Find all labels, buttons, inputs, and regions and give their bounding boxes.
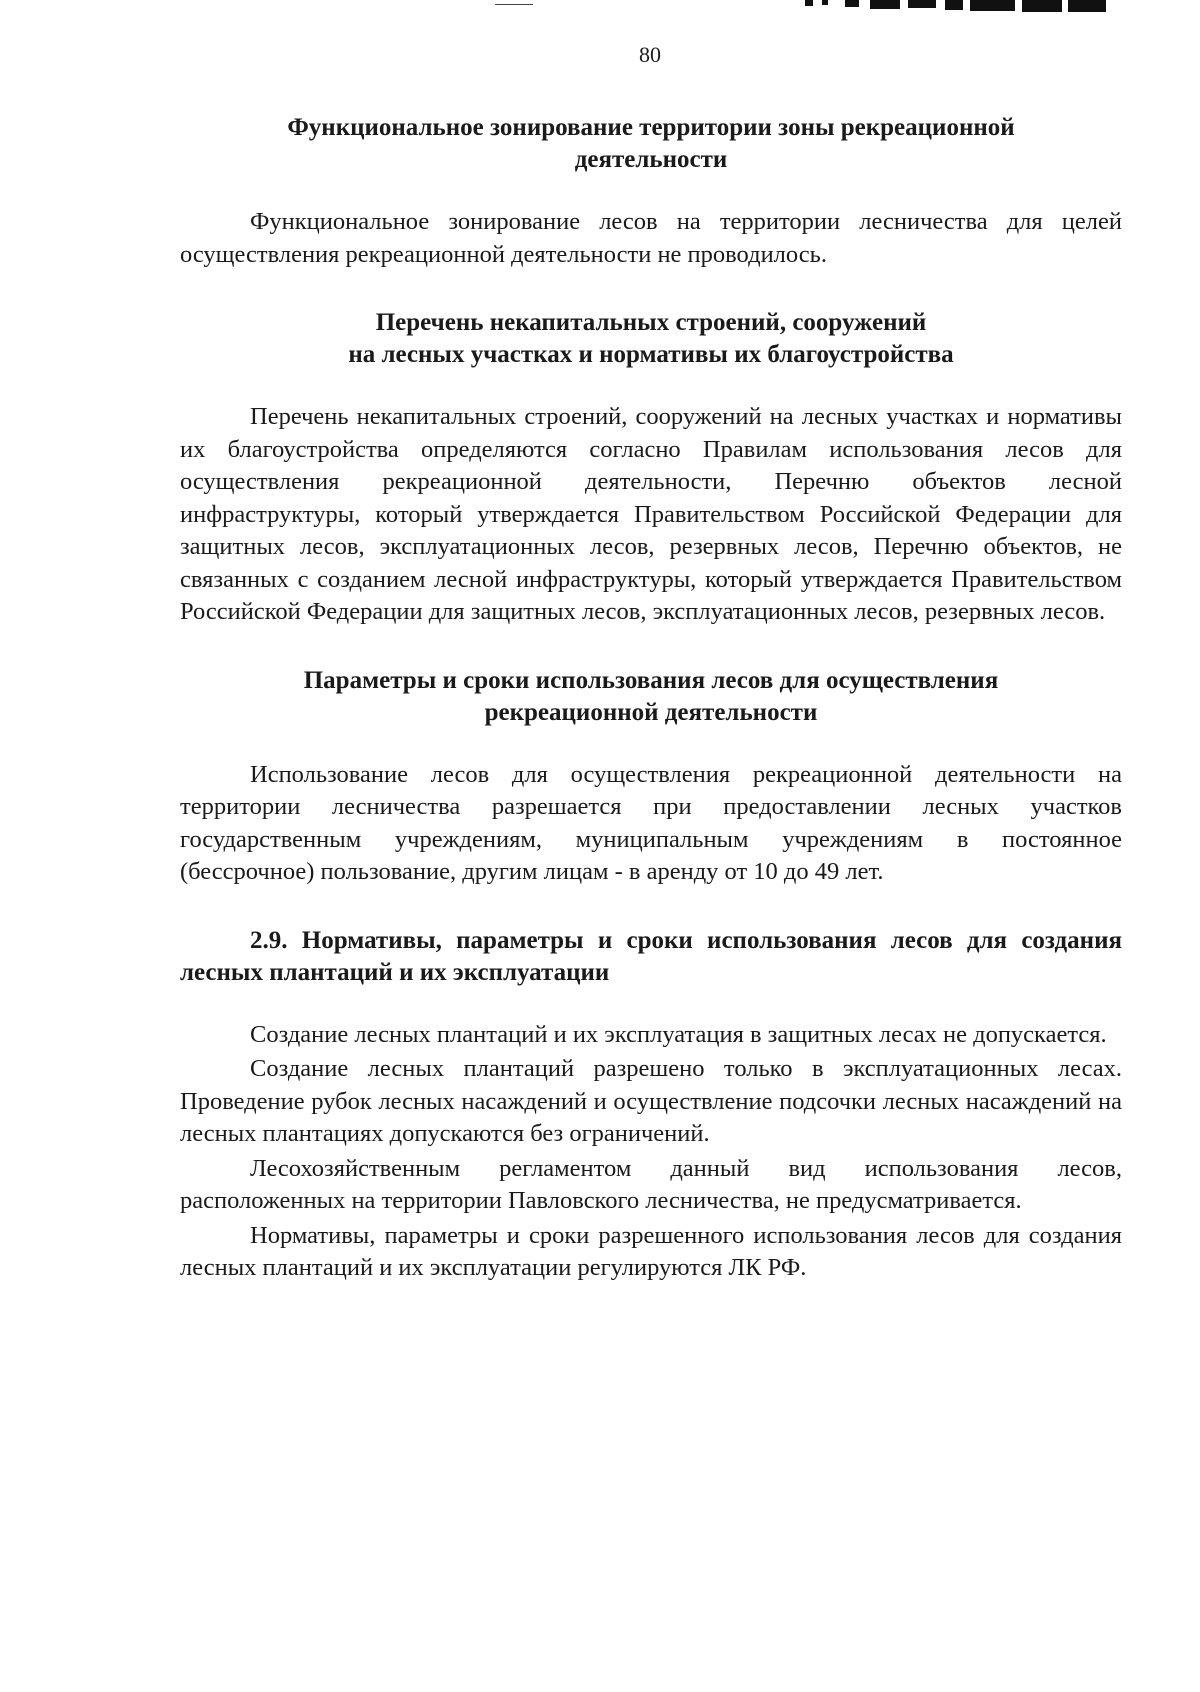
scan-artifact-mark [805,0,813,6]
paragraph: Использование лесов для осуществления рекреационной деятельности на территории лесничества разрешается при предоставлении лесных участков государственным учреждениям, муниципальным учреждениям в постоянное (бессрочное) пользование, другим лицам - в аренду от 10 до 49 лет. [180,760,1122,885]
paragraph: Создание лесных плантаций и их эксплуатация в защитных лесах не допускается. [250,1020,1107,1048]
heading-line: Параметры и сроки использования лесов для осуществления [303,666,999,694]
heading-line: Функциональное зонирование территории зоны рекреационной [287,114,1015,141]
scan-artifact-mark [870,0,900,9]
heading-line: Перечень некапитальных строений, сооружений [375,309,927,336]
section-2-9-forest-plantations [180,925,1122,1285]
scan-artifact-mark [908,0,936,8]
document-body [180,112,1122,1285]
scan-artifact-mark [1022,0,1062,12]
section-heading [180,665,1122,729]
page-number: 80 [639,42,661,67]
paragraph: Лесохозяйственным регламентом данный вид использования лесов, расположенных на территории Павловского лесничества, не предусматривается. [180,1154,1122,1214]
heading-line: рекреационной деятельности [484,698,818,726]
scan-artifact-mark [822,0,828,5]
paragraph: Создание лесных плантаций разрешено только в эксплуатационных лесах. Проведение рубок лесных насаждений и осуществление подсочки лесных насаждений на лесных плантациях допускаются без ограничений. [180,1055,1122,1147]
section-non-capital-structures [180,307,1122,629]
paragraph: Функциональное зонирование лесов на территории лесничества для целей осуществления рекреационной деятельности не проводилось. [180,208,1122,268]
section-heading [180,112,1122,176]
heading-line: на лесных участках и нормативы их благоустройства [348,341,954,368]
section-functional-zoning [180,112,1122,271]
heading-line: деятельности [574,146,728,173]
section-parameters-and-terms [180,665,1122,889]
section-heading [180,307,1122,371]
scan-artifact-line [495,4,533,5]
scan-artifact-mark [845,0,859,7]
scan-artifact-mark [970,0,1015,11]
paragraph: Нормативы, параметры и сроки разрешенного использования лесов для создания лесных плантаций и их эксплуатации регулируются ЛК РФ. [180,1221,1122,1281]
scan-artifact-mark [1068,0,1106,12]
section-heading: 2.9. Нормативы, параметры и сроки использования лесов для создания лесных плантаций и их эксплуатации [180,926,1122,986]
paragraph: Перечень некапитальных строений, сооружений на лесных участках и нормативы их благоустройства определяются согласно Правилам использования лесов для осуществления рекреационной деятельности, Перечню объектов лесной инфраструктуры, который утверждается Правительством Российской Федерации для защитных лесов, эксплуатационных лесов, резервных лесов, Перечню объектов, не связанных с созданием лесной инфраструктуры, который утверждается Правительством Российской Федерации для защитных лесов, эксплуатационных лесов, резервных лесов. [180,403,1122,625]
scan-artifact-mark [945,0,963,10]
